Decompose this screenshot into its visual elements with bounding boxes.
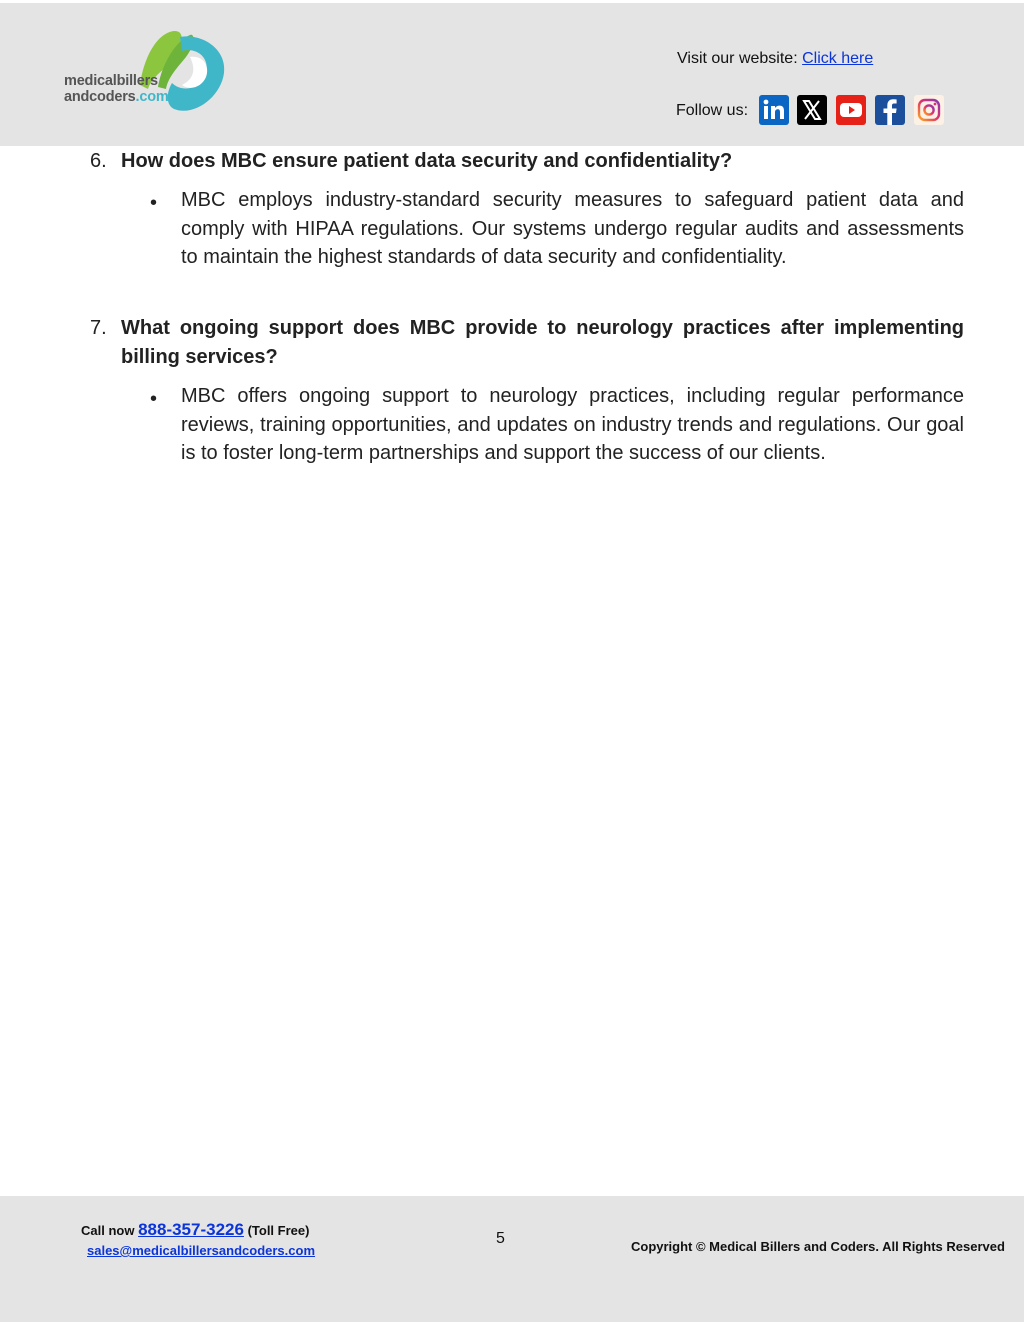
- question-text: What ongoing support does MBC provide to neurology practices after implementing billing services?: [121, 317, 964, 368]
- linkedin-icon[interactable]: [759, 95, 789, 125]
- page-number: 5: [496, 1230, 505, 1247]
- youtube-icon[interactable]: [836, 95, 866, 125]
- question-number: 6.: [90, 150, 107, 172]
- page-footer: [0, 1196, 1024, 1322]
- visit-website: [677, 50, 873, 68]
- visit-label: Visit our website:: [677, 50, 798, 67]
- faq-question: [90, 147, 964, 176]
- faq-question: [90, 314, 964, 371]
- answer-text: MBC employs industry-standard security measures to safeguard patient data and comply with HIPAA regulations. Our systems undergo regular audits and assessments to maintain the highest standards of data security and confidentiality.: [181, 189, 964, 269]
- phone-link[interactable]: 888-357-3226: [138, 1220, 244, 1239]
- page-header: [0, 3, 1024, 146]
- instagram-icon[interactable]: [914, 95, 944, 125]
- copyright-text: Copyright © Medical Billers and Coders. All Rights Reserved: [631, 1239, 1005, 1254]
- logo-line-2: andcoders: [64, 89, 136, 105]
- toll-free-label: (Toll Free): [247, 1223, 310, 1238]
- logo-line-1: medicalbillers: [64, 73, 158, 89]
- call-label: Call now: [81, 1223, 135, 1238]
- call-now: [81, 1220, 309, 1240]
- logo-wordmark: [64, 73, 169, 105]
- bullet-marker: •: [150, 388, 158, 410]
- question-number: 7.: [90, 317, 107, 339]
- x-icon[interactable]: [797, 95, 827, 125]
- website-link[interactable]: Click here: [802, 50, 874, 67]
- facebook-icon[interactable]: [875, 95, 905, 125]
- email-link[interactable]: sales@medicalbillersandcoders.com: [87, 1243, 316, 1258]
- bullet-marker: •: [150, 192, 158, 214]
- question-text: How does MBC ensure patient data security and confidentiality?: [121, 150, 733, 172]
- answer-text: MBC offers ongoing support to neurology practices, including regular performance reviews, training opportunities, and updates on industry trends and regulations. Our goal is to foster long-term partnerships and support the success of our clients.: [181, 385, 964, 465]
- follow-label: Follow us:: [676, 102, 749, 119]
- logo-suffix: .com: [135, 89, 169, 105]
